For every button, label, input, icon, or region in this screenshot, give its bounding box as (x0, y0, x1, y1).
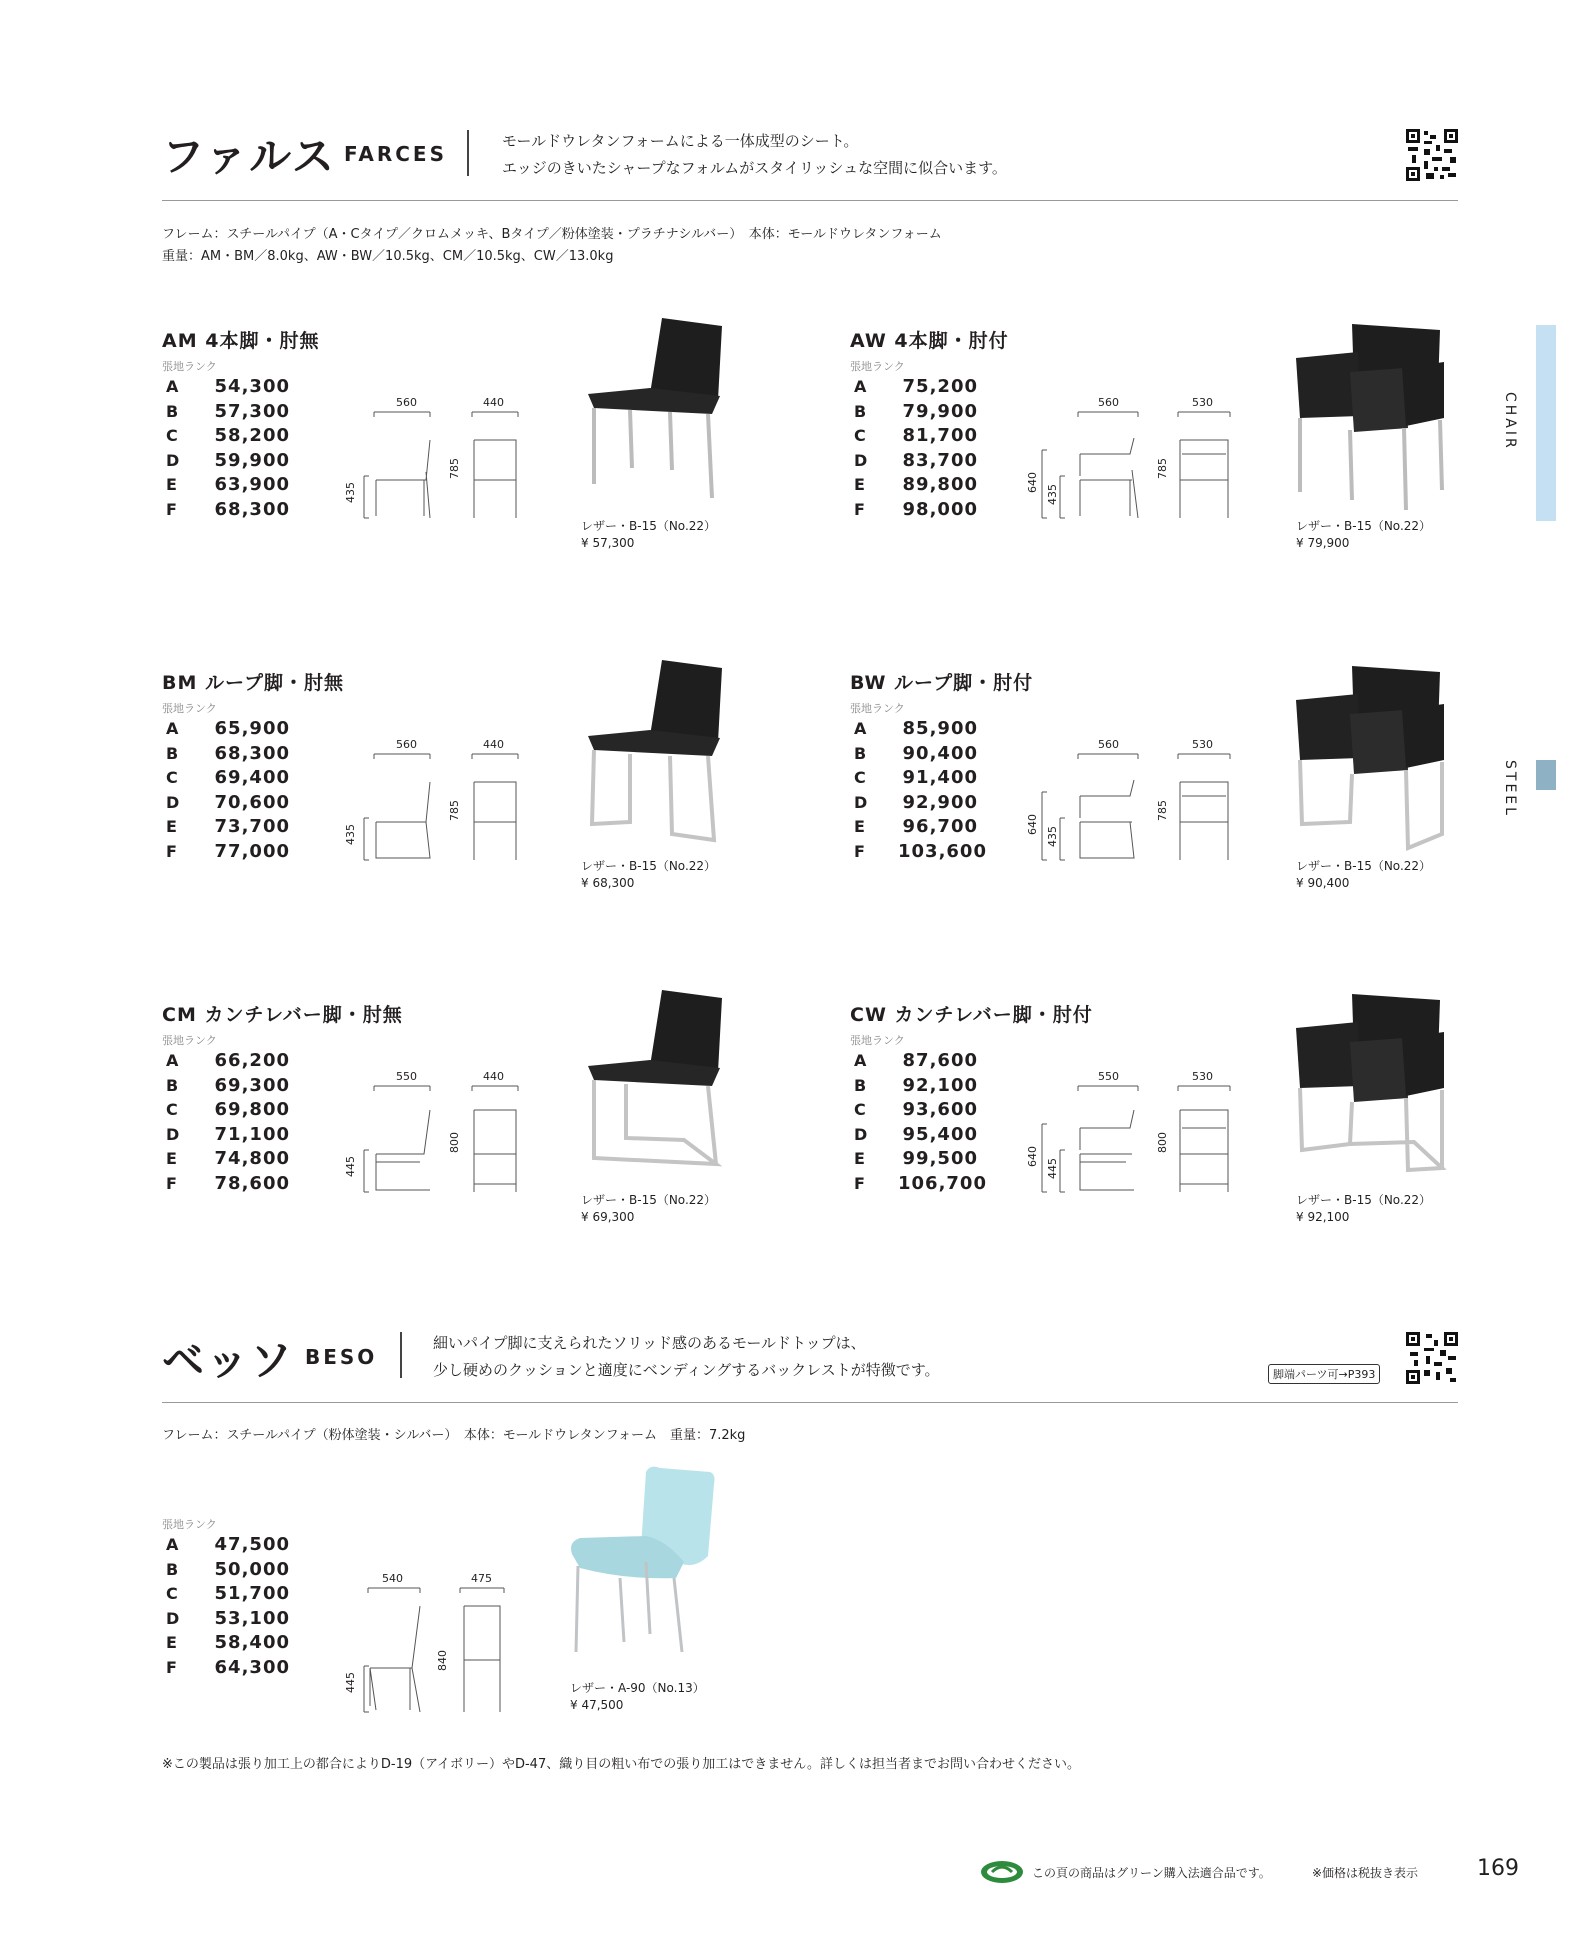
price-value: 63,900 (214, 474, 290, 495)
price-value: 58,200 (214, 425, 290, 446)
grade-label: F (854, 1173, 865, 1193)
dim-height: 800 (1156, 1132, 1169, 1153)
dimension-drawing-bw (1026, 738, 1230, 868)
price-row (166, 1123, 290, 1148)
price-list-beso (166, 1533, 290, 1680)
price-row (166, 1582, 290, 1607)
price-row (166, 1074, 290, 1099)
price-value: 47,500 (214, 1534, 290, 1555)
price-row (166, 791, 290, 816)
price-row (166, 742, 290, 767)
caption-material: レザー・B-15（No.22） (581, 519, 717, 533)
price-list-aw (854, 375, 978, 522)
farces-spec-line: 重量：AM・BM／8.0kg、AW・BW／10.5kg、CM／10.5kg、CW／13.0kg (162, 249, 614, 264)
beso-title-jp: ベッソ (162, 1336, 295, 1385)
dim-depth: 560 (1098, 738, 1119, 751)
dim-depth: 560 (396, 738, 417, 751)
dim-height: 800 (448, 1132, 461, 1153)
price-row (166, 766, 290, 791)
rank-label: 張地ランク (850, 1034, 905, 1047)
dimension-drawing-aw (1026, 396, 1230, 526)
price-row (166, 1172, 290, 1197)
grade-label: D (854, 792, 868, 812)
grade-label: E (854, 1149, 865, 1168)
model-title-aw: AW 4本脚・肘付 (850, 330, 1009, 352)
tax-note: ※価格は税抜き表示 (1312, 1866, 1419, 1880)
chair-tab-label: CHAIR (1502, 392, 1518, 451)
dim-width: 475 (471, 1572, 492, 1585)
chair-photo-aw (1294, 322, 1454, 512)
price-row (854, 449, 978, 474)
caption-material: レザー・B-15（No.22） (1296, 859, 1432, 873)
steel-tab-label: STEEL (1502, 760, 1518, 818)
price-row (166, 1147, 290, 1172)
grade-label: A (854, 719, 867, 738)
model-title-am: AM 4本脚・肘無 (162, 330, 320, 352)
grade-label: E (166, 1149, 177, 1168)
price-row (854, 815, 978, 840)
dim-arm: 640 (1026, 472, 1039, 493)
dim-width: 530 (1192, 396, 1213, 409)
price-value: 51,700 (214, 1583, 290, 1604)
rank-label: 張地ランク (162, 1518, 217, 1531)
dim-width: 530 (1192, 1070, 1213, 1083)
price-row (854, 742, 978, 767)
grade-label: B (166, 743, 179, 763)
dim-width: 440 (483, 738, 504, 751)
grade-label: D (166, 1124, 180, 1144)
grade-label: A (166, 377, 179, 396)
price-value: 66,200 (214, 1050, 290, 1071)
dim-depth: 550 (1098, 1070, 1119, 1083)
dim-seat: 435 (344, 824, 357, 845)
dim-seat: 435 (1046, 484, 1059, 505)
price-row (166, 1533, 290, 1558)
price-value: 90,400 (902, 742, 978, 764)
price-row (166, 1631, 290, 1656)
price-value: 106,700 (898, 1172, 987, 1194)
price-row (854, 400, 978, 425)
grade-label: C (166, 426, 178, 445)
price-value: 92,100 (902, 1074, 978, 1096)
farces-desc-line: エッジのきいたシャープなフォルムがスタイリッシュな空間に似合います。 (502, 159, 1007, 177)
dim-width: 440 (483, 396, 504, 409)
price-value: 89,800 (902, 474, 978, 495)
dim-arm: 640 (1026, 814, 1039, 835)
dim-height: 785 (1156, 800, 1169, 821)
price-value: 91,400 (902, 767, 978, 788)
caption-price: ¥ 92,100 (1296, 1210, 1350, 1224)
price-row (166, 815, 290, 840)
caption-material: レザー・B-15（No.22） (581, 859, 717, 873)
dim-height: 840 (436, 1650, 449, 1671)
price-row (854, 375, 978, 400)
price-row (854, 717, 978, 742)
chair-photo-bm (580, 658, 730, 848)
price-value: 64,300 (214, 1656, 290, 1678)
price-row (166, 375, 290, 400)
grade-label: D (166, 450, 180, 470)
dim-seat: 445 (344, 1156, 357, 1177)
price-row (854, 766, 978, 791)
price-value: 57,300 (214, 400, 290, 422)
price-row (854, 791, 978, 816)
price-value: 58,400 (214, 1632, 290, 1653)
dim-depth: 550 (396, 1070, 417, 1083)
grade-label: F (166, 1173, 177, 1193)
grade-label: A (166, 1535, 179, 1554)
price-value: 98,000 (902, 498, 978, 520)
grade-label: F (854, 841, 865, 861)
caption-price: ¥ 68,300 (581, 876, 635, 890)
model-title-bm: BM ループ脚・肘無 (162, 672, 345, 694)
price-list-am (166, 375, 290, 522)
photo-caption-aw (1296, 518, 1431, 552)
price-value: 68,300 (214, 742, 290, 764)
dim-seat: 435 (344, 482, 357, 503)
price-row (166, 473, 290, 498)
photo-caption-bw (1296, 858, 1431, 892)
photo-caption-bm (581, 858, 716, 892)
price-row (854, 1074, 978, 1099)
dimension-drawing-cm (340, 1070, 520, 1200)
dim-depth: 540 (382, 1572, 403, 1585)
grade-label: F (854, 499, 865, 519)
grade-label: C (166, 1584, 178, 1603)
price-value: 92,900 (902, 791, 978, 813)
price-value: 83,700 (902, 449, 978, 471)
price-row (854, 1172, 987, 1197)
dimension-drawing-cw (1026, 1070, 1230, 1200)
price-value: 85,900 (902, 718, 978, 739)
farces-desc-line: モールドウレタンフォームによる一体成型のシート。 (502, 132, 859, 150)
price-value: 99,500 (902, 1148, 978, 1169)
chair-photo-cw (1294, 992, 1454, 1182)
caption-material: レザー・B-15（No.22） (581, 1193, 717, 1207)
caption-material: レザー・B-15（No.22） (1296, 1193, 1432, 1207)
dimension-drawing-am (340, 396, 520, 526)
price-row (166, 1607, 290, 1632)
grade-label: F (166, 499, 177, 519)
farces-spec (162, 224, 942, 268)
beso-title-en: BESO (305, 1345, 378, 1369)
green-purchase-text: この頁の商品はグリーン購入法適合品です。 (1032, 1866, 1271, 1880)
grade-label: C (854, 768, 866, 787)
chair-photo-bw (1294, 664, 1454, 854)
caption-price: ¥ 79,900 (1296, 536, 1350, 550)
page-number: 169 (1477, 1856, 1519, 1881)
grade-label: C (854, 1100, 866, 1119)
price-row (854, 1098, 978, 1123)
chair-photo-beso (566, 1466, 726, 1666)
price-value: 69,300 (214, 1074, 290, 1096)
caption-price: ¥ 57,300 (581, 536, 635, 550)
caption-price: ¥ 47,500 (570, 1698, 624, 1712)
rank-label: 張地ランク (162, 1034, 217, 1047)
leg-parts-tag[interactable]: 脚端パーツ可→P393 (1268, 1364, 1380, 1384)
model-title-cw: CW カンチレバー脚・肘付 (850, 1004, 1093, 1026)
dim-depth: 560 (1098, 396, 1119, 409)
price-value: 93,600 (902, 1099, 978, 1120)
dim-seat: 435 (1046, 826, 1059, 847)
rank-label: 張地ランク (162, 360, 217, 373)
price-row (166, 1098, 290, 1123)
price-value: 96,700 (902, 816, 978, 837)
price-row (854, 840, 987, 865)
grade-label: B (166, 1075, 179, 1095)
qr-code-icon[interactable] (1406, 129, 1458, 181)
dim-width: 530 (1192, 738, 1213, 751)
price-list-bm (166, 717, 290, 864)
price-row (166, 449, 290, 474)
price-row (854, 424, 978, 449)
price-row (166, 1656, 290, 1681)
price-row (166, 1558, 290, 1583)
farces-title-en: FARCES (344, 142, 447, 166)
grade-label: B (854, 1075, 867, 1095)
caption-material: レザー・A-90（No.13） (570, 1681, 705, 1695)
dim-arm: 640 (1026, 1146, 1039, 1167)
grade-label: E (854, 817, 865, 836)
caption-material: レザー・B-15（No.22） (1296, 519, 1432, 533)
title-divider (467, 130, 469, 176)
price-value: 68,300 (214, 498, 290, 520)
grade-label: E (166, 1633, 177, 1652)
beso-spec: フレーム：スチールパイプ（粉体塗装・シルバー） 本体：モールドウレタンフォーム 重量：7.2kg (162, 1428, 746, 1443)
price-value: 78,600 (214, 1172, 290, 1194)
grade-label: C (166, 768, 178, 787)
farces-description (502, 128, 1007, 182)
price-value: 87,600 (902, 1050, 978, 1071)
rank-label: 張地ランク (162, 702, 217, 715)
green-purchase-logo-icon (980, 1860, 1024, 1884)
chair-tab-bar (1536, 325, 1556, 521)
grade-label: B (166, 401, 179, 421)
price-value: 70,600 (214, 791, 290, 813)
dim-width: 440 (483, 1070, 504, 1083)
fabric-note: ※この製品は張り加工上の都合によりD-19（アイボリー）やD-47、織り目の粗い布での張り加工はできません。詳しくは担当者までお問い合わせください。 (162, 1757, 1080, 1772)
grade-label: B (854, 743, 867, 763)
rank-label: 張地ランク (850, 702, 905, 715)
price-value: 103,600 (898, 840, 987, 862)
grade-label: D (854, 1124, 868, 1144)
grade-label: D (166, 1608, 180, 1628)
price-list-cm (166, 1049, 290, 1196)
price-row (166, 424, 290, 449)
price-row (166, 400, 290, 425)
beso-desc-line: 細いパイプ脚に支えられたソリッド感のあるモールドトップは、 (433, 1334, 866, 1352)
farces-title-jp: ファルス (162, 132, 336, 181)
section-rule (162, 1402, 1458, 1403)
chair-photo-cm (580, 988, 730, 1178)
grade-label: E (854, 475, 865, 494)
price-value: 53,100 (214, 1607, 290, 1629)
dim-height: 785 (448, 800, 461, 821)
dim-depth: 560 (396, 396, 417, 409)
grade-label: B (166, 1559, 179, 1579)
price-row (166, 498, 290, 523)
steel-tab-bar (1536, 760, 1556, 790)
photo-caption-am (581, 518, 716, 552)
price-value: 50,000 (214, 1558, 290, 1580)
photo-caption-beso (570, 1680, 705, 1714)
price-value: 59,900 (214, 449, 290, 471)
dim-seat: 445 (1046, 1158, 1059, 1179)
photo-caption-cw (1296, 1192, 1431, 1226)
price-row (166, 717, 290, 742)
price-row (854, 473, 978, 498)
caption-price: ¥ 69,300 (581, 1210, 635, 1224)
grade-label: E (166, 475, 177, 494)
grade-label: A (166, 719, 179, 738)
price-value: 79,900 (902, 400, 978, 422)
grade-label: B (854, 401, 867, 421)
grade-label: A (854, 377, 867, 396)
dimension-drawing-beso (340, 1572, 520, 1722)
price-value: 77,000 (214, 840, 290, 862)
section-rule (162, 200, 1458, 201)
beso-desc-line: 少し硬めのクッションと適度にベンディングするバックレストが特徴です。 (433, 1361, 940, 1379)
beso-description (433, 1330, 940, 1384)
price-value: 69,800 (214, 1099, 290, 1120)
model-title-cm: CM カンチレバー脚・肘無 (162, 1004, 403, 1026)
grade-label: D (166, 792, 180, 812)
title-divider (400, 1332, 402, 1378)
price-value: 75,200 (902, 376, 978, 397)
price-value: 81,700 (902, 425, 978, 446)
price-row (166, 840, 290, 865)
caption-price: ¥ 90,400 (1296, 876, 1350, 890)
rank-label: 張地ランク (850, 360, 905, 373)
price-row (854, 498, 978, 523)
chair-photo-am (580, 316, 730, 506)
grade-label: F (166, 841, 177, 861)
price-value: 54,300 (214, 376, 290, 397)
grade-label: C (854, 426, 866, 445)
grade-label: F (166, 1657, 177, 1677)
price-value: 73,700 (214, 816, 290, 837)
grade-label: D (854, 450, 868, 470)
qr-code-icon[interactable] (1406, 1332, 1458, 1384)
grade-label: C (166, 1100, 178, 1119)
dim-seat: 445 (344, 1672, 357, 1693)
photo-caption-cm (581, 1192, 716, 1226)
dimension-drawing-bm (340, 738, 520, 868)
price-row (166, 1049, 290, 1074)
price-row (854, 1147, 978, 1172)
price-row (854, 1049, 978, 1074)
grade-label: E (166, 817, 177, 836)
price-row (854, 1123, 978, 1148)
price-value: 65,900 (214, 718, 290, 739)
grade-label: A (166, 1051, 179, 1070)
price-value: 71,100 (214, 1123, 290, 1145)
grade-label: A (854, 1051, 867, 1070)
price-value: 69,400 (214, 767, 290, 788)
farces-spec-line: フレーム：スチールパイプ（A・Cタイプ／クロムメッキ、Bタイプ／粉体塗装・プラチナシルバー） 本体：モールドウレタンフォーム (162, 227, 942, 242)
dim-height: 785 (448, 458, 461, 479)
dim-height: 785 (1156, 458, 1169, 479)
price-value: 74,800 (214, 1148, 290, 1169)
price-list-bw (854, 717, 987, 864)
model-title-bw: BW ループ脚・肘付 (850, 672, 1034, 694)
price-list-cw (854, 1049, 987, 1196)
price-value: 95,400 (902, 1123, 978, 1145)
